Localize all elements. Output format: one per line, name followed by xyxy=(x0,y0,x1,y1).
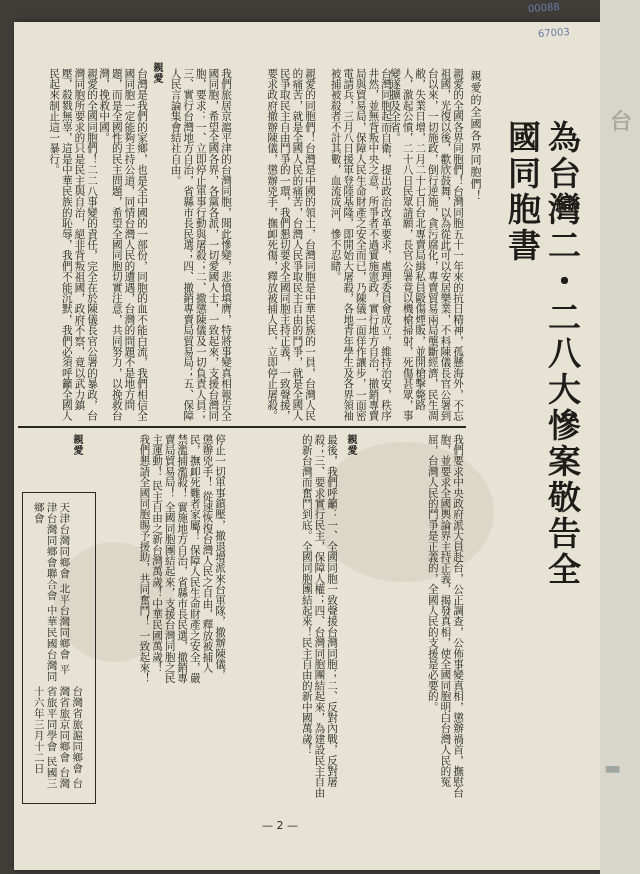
bleed-through-glyph: 台 xyxy=(610,110,633,135)
signatory: 平津台灣同鄉會聯合會 xyxy=(45,502,71,675)
signatory: 台灣省旅京同鄉會 xyxy=(58,686,84,789)
signatory: 北平台灣同鄉會 xyxy=(58,582,71,660)
appeal-list xyxy=(106,434,226,684)
signatory-date: 民國三十六年三月十二日 xyxy=(32,686,58,789)
dedication: 親愛的全國各界同胞們！ xyxy=(469,70,482,202)
signatory: 台灣省旅平同學會 xyxy=(45,686,71,789)
document-page xyxy=(14,22,600,870)
appeal-item: 一致起來！ xyxy=(138,630,151,684)
appeal-item: 我們懇請全國同胞賜予援助，共同奮鬥！ xyxy=(138,434,151,627)
catalog-number-1: 00088 xyxy=(527,1,561,16)
tag-qin-ai-1: 親愛 xyxy=(151,62,162,84)
body-column-2: 台灣同胞起而自衛，提出政治改革要求，處理委員會成立，維持治安，秩序井然，並無背叛中央之意，所爭者不過實施憲政，實行地方自治，撤銷專賣局與貿易局，保障人民生命財產之安全而已，乃陳儀一面佯作讓步，一面密電請兵，三月八日援軍登陸基隆，即開始大屠殺，各地青年學生及各界領袖被捕被殺者不計其數，血流成河，慘不忍睹。 xyxy=(329,68,392,422)
catalog-number-2: 67003 xyxy=(537,26,571,41)
appeal-item: 保障人民生命財產之安全，嚴禁濫捕濫殺！ xyxy=(176,434,201,684)
adjacent-page-edge xyxy=(600,0,640,874)
tag-qin-ai-3: 親愛 xyxy=(71,434,82,456)
section-divider xyxy=(18,426,466,428)
tag-qin-ai-2: 親愛 xyxy=(345,434,356,456)
headline: 為台灣二・二八大慘案敬告全國同胞書 xyxy=(503,120,582,588)
body-column-6: 親愛的全國同胞們！二二八事變的責任，完全在於陳儀長官公署的暴政，台灣同胞所要求的只是民主與自治，絕非背叛祖國，政府不察，竟以武力鎮壓，殺戮無辜，這是中華民族的恥辱，我們不能沉默，我們必須呼籲全國人民起來制止這一暴行。 xyxy=(48,68,98,422)
appeal-item: 從速恢復台灣人民之自由，釋放被捕人民，撫卹死難者家屬！ xyxy=(188,434,214,673)
appeal-item: 全國同胞團結起來，支援台灣同胞之民主運動！ xyxy=(151,434,176,684)
signatory: 天津台灣同鄉會 xyxy=(58,502,71,579)
bleed-through-glyph: ▬ xyxy=(604,758,622,779)
body-column-8: 最後，我們呼籲：一、全國同胞一致聲援台灣同胞；二、反對內戰，反對屠殺；三、要求實行民主，保障人權；四、台灣同胞團結起來，為建設民主自由的新台灣而奮鬥到底。全國同胞團結起來！民主自由的新中國萬歲！ xyxy=(300,434,338,798)
page-number: — 2 — xyxy=(262,819,298,832)
body-column-3: 親愛的同胞們！台灣是中國的領土，台灣同胞是中華民族的一員，台灣人民的痛苦，就是全國人民的痛苦，台灣人民爭取民主自由的鬥爭，就是全國人民爭取民主自由鬥爭的一環，我們懇切要求全國同胞主持正義，一致聲援，要求政府撤辦陳儀，懲辦兇手，撫卹死傷，釋放被捕人民，立即停止屠殺。 xyxy=(266,68,316,422)
signatories-left xyxy=(32,502,70,682)
appeal-item: 民主自由之新台灣萬歲！中華民國萬歲！ xyxy=(151,480,164,673)
appeal-item: 實施地方自治，省縣市長民選，撤銷專賣局貿易局！ xyxy=(163,434,189,684)
body-column-5: 台灣是我們的家鄉，也是全中國的一部份，同胞的血不能白流，我們相信全國同胞一定能夠主持公道，同情台灣人民的遭遇，台灣的問題不是地方問題，而是全國性的民主問題，希望全國同胞切實注意，共同努力，以挽救台灣，挽救中國。 xyxy=(98,68,148,422)
body-column-4: 我們旅居京滬平津的台灣同胞，聞此慘變，悲憤填膺，特將事變真相報告全國同胞，希望全國各界，各黨各派，一切愛國人士，一致起來，支援台灣同胞，要求：一、立即停止軍事行動與屠殺；二、撤懲陳儀及一切負責人員；三、實行台灣地方自治，省縣市長民選；四、撤銷專賣局貿易局；五、保障人民言論集會結社自由。 xyxy=(169,68,232,422)
body-column-1: 親愛的全國各界同胞們！台灣同胞五十一年來的抗日精神，孤懸海外，不忘祖國，光復以後，歡欣鼓舞，以為從此可以安居樂業，不料陳儀長官公署到台以來，一切施政，倒行逆施，貪污腐化，專賣貿易兩局壟斷經濟，民生凋敝，失業日增，二月二十七日台北專賣局緝私員毆傷煙販，並開槍擊斃路人，激起公憤，二十八日民眾請願，長官公署竟以機槍掃射，死傷甚眾，事變遂擴及全省。 xyxy=(389,68,464,422)
signatory: 中華民國台灣同鄉會 xyxy=(32,502,58,682)
body-column-7: 我們要求中央政府派大員赴台，公正調查，公佈事變真相，懲辦禍首，撫慰台胞，並要求全國輿論界主持正義，揭發真相，使全國同胞明白台灣人民的冤屈，台灣人民的鬥爭是正義的，全國人民的支援是必要的。 xyxy=(426,434,464,798)
signatories-right xyxy=(32,686,83,798)
appeal-item: 停止一切軍事鎮壓，撤退增派來台軍隊，撤辦陳儀，懲辦兇手！ xyxy=(201,434,226,681)
signatory: 台灣省旅滬同鄉會 xyxy=(71,686,84,774)
